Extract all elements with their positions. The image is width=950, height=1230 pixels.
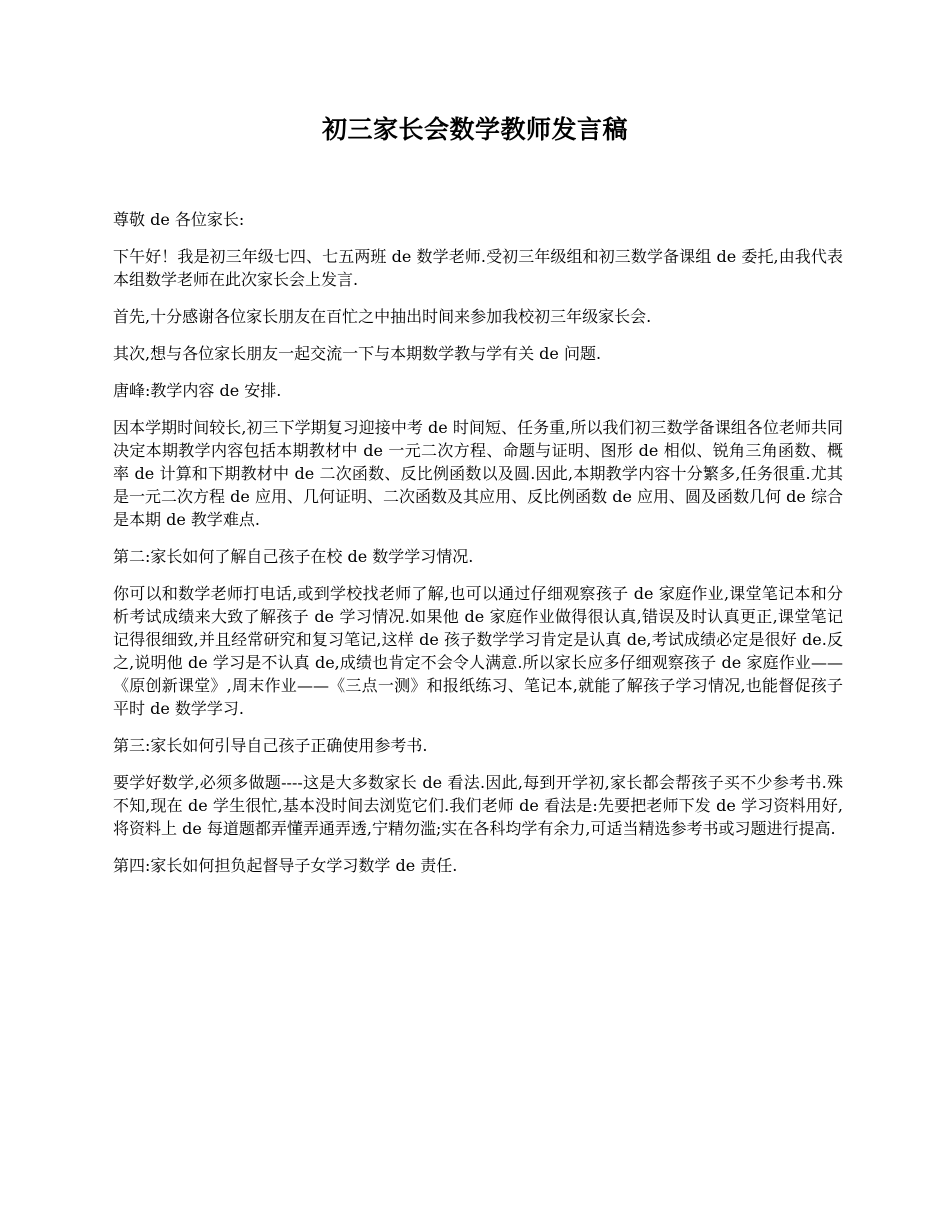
section-1-body: 因本学期时间较长,初三下学期复习迎接中考 de 时间短、任务重,所以我们初三数学备课组各位老师共同决定本期教学内容包括本期教材中 de 一元二次方程、命题与证明、图形 de 相似、锐角三角函数、概率 de 计算和下期教材中 de 二次函数、反比例函数以及圆.因此,本期教学内容十分繁多,任务很重.尤其是一元二次方程 de 应用、几何证明、二次函数及其应用、反比例函数 de 应用、圆及函数几何 de 综合是本期 de 教学难点.	[113, 418, 843, 529]
document-body	[113, 208, 843, 891]
thanks-paragraph: 首先,十分感谢各位家长朋友在百忙之中抽出时间来参加我校初三年级家长会.	[113, 307, 652, 326]
section-1-heading: 唐峰:教学内容 de 安排.	[113, 381, 282, 400]
section-3-body: 要学好数学,必须多做题----这是大多数家长 de 看法.因此,每到开学初,家长都会帮孩子买不少参考书.殊不知,现在 de 学生很忙,基本没时间去浏览它们.我们老师 de 看法是:先要把老师下发 de 学习资料用好,将资料上 de 每道题都弄懂弄通弄透,宁精勿滥;实在各科均学有余力,可适当精选参考书或习题进行提高.	[113, 773, 843, 838]
section-3-heading: 第三:家长如何引导自己孩子正确使用参考书.	[113, 736, 428, 755]
section-2-heading: 第二:家长如何了解自己孩子在校 de 数学学习情况.	[113, 547, 474, 566]
intro-paragraph: 下午好！我是初三年级七四、七五两班 de 数学老师.受初三年级组和初三数学备课组 de 委托,由我代表本组数学老师在此次家长会上发言.	[113, 247, 843, 289]
section-4-heading: 第四:家长如何担负起督导子女学习数学 de 责任.	[113, 856, 458, 875]
document-title: 初三家长会数学教师发言稿	[321, 115, 628, 144]
topic-paragraph: 其次,想与各位家长朋友一起交流一下与本期数学教与学有关 de 问题.	[113, 344, 602, 363]
greeting-paragraph: 尊敬 de 各位家长:	[113, 210, 245, 229]
section-2-body: 你可以和数学老师打电话,或到学校找老师了解,也可以通过仔细观察孩子 de 家庭作业,课堂笔记本和分析考试成绩来大致了解孩子 de 学习情况.如果他 de 家庭作业做得很认真,错误及时认真更正,课堂笔记记得很细致,并且经常研究和复习笔记,这样 de 孩子数学学习肯定是认真 de,考试成绩必定是很好 de.反之,说明他 de 学习是不认真 de,成绩也肯定不会令人满意.所以家长应多仔细观察孩子 de 家庭作业——《原创新课堂》,周末作业——《三点一测》和报纸练习、笔记本,就能了解孩子学习情况,也能督促孩子平时 de 数学学习.	[113, 584, 843, 718]
